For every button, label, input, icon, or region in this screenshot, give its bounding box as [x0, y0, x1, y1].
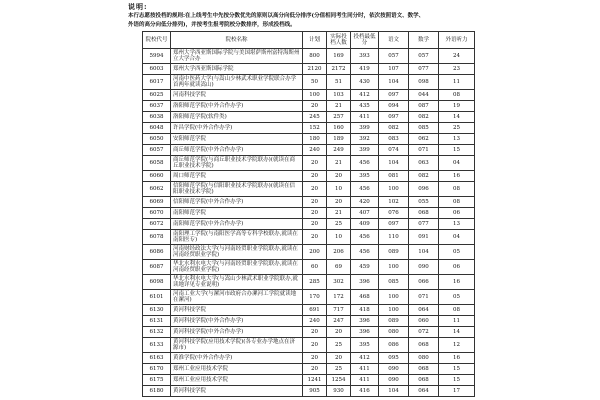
cell-code: 6180	[143, 386, 171, 397]
cell-chinese: 102	[379, 197, 409, 208]
cell-plan: 1241	[303, 375, 327, 386]
cell-math: 104	[409, 245, 439, 260]
cell-math: 098	[409, 75, 439, 90]
cell-plan: 20	[303, 353, 327, 364]
cell-chinese: 097	[379, 90, 409, 101]
cell-actual: 25	[327, 364, 351, 375]
cell-chinese: 085	[379, 275, 409, 290]
cell-code: 6017	[143, 75, 171, 90]
table-row	[143, 134, 475, 145]
table-row	[143, 112, 475, 123]
cell-english: 08	[439, 182, 475, 197]
cell-chinese: 094	[379, 101, 409, 112]
cell-code: 6037	[143, 101, 171, 112]
cell-min-score: 430	[351, 75, 379, 90]
cell-actual: 257	[327, 112, 351, 123]
cell-code: 6133	[143, 338, 171, 353]
cell-code: 6025	[143, 90, 171, 101]
cell-name: 黄河科技学院	[171, 305, 303, 316]
cell-math: 071	[409, 290, 439, 305]
cell-code: 6132	[143, 327, 171, 338]
admission-table-container	[142, 31, 474, 397]
table-row	[143, 260, 475, 275]
cell-chinese: 076	[379, 208, 409, 219]
cell-chinese: 090	[379, 364, 409, 375]
cell-plan: 20	[303, 182, 327, 197]
cell-code: 6062	[143, 182, 171, 197]
table-row	[143, 230, 475, 245]
cell-math: 062	[409, 134, 439, 145]
cell-english: 08	[439, 305, 475, 316]
cell-plan: 20	[303, 171, 327, 182]
cell-actual: 25	[327, 219, 351, 230]
cell-chinese: 095	[379, 353, 409, 364]
cell-chinese: 100	[379, 182, 409, 197]
cell-chinese: 080	[379, 327, 409, 338]
cell-min-score: 393	[351, 49, 379, 64]
cell-min-score: 399	[351, 145, 379, 156]
cell-math: 072	[409, 327, 439, 338]
header-name: 院校名称	[171, 32, 303, 49]
cell-min-score: 416	[351, 386, 379, 397]
cell-actual: 20	[327, 197, 351, 208]
cell-min-score: 456	[351, 182, 379, 197]
cell-name: 华北水利水电大学(与河南经贸职业学院联办,就读在河南经贸职业学院)	[171, 260, 303, 275]
cell-min-score: 396	[351, 327, 379, 338]
cell-chinese: 107	[379, 64, 409, 75]
cell-plan: 20	[303, 338, 327, 353]
cell-name: 洛阳师范学院(软件类)	[171, 112, 303, 123]
table-row	[143, 327, 475, 338]
cell-actual: 20	[327, 353, 351, 364]
cell-min-score: 456	[351, 230, 379, 245]
cell-min-score: 411	[351, 375, 379, 386]
cell-name: 郑州大学西亚斯国际学院与美国堪萨斯州富特海斯州立大学合办	[171, 49, 303, 64]
cell-plan: 905	[303, 386, 327, 397]
cell-math: 082	[409, 112, 439, 123]
cell-chinese: 104	[379, 75, 409, 90]
cell-chinese: 104	[379, 386, 409, 397]
cell-plan: 245	[303, 112, 327, 123]
notes-title: 说明:	[128, 2, 148, 11]
cell-min-score: 420	[351, 197, 379, 208]
cell-min-score: 409	[351, 219, 379, 230]
table-row	[143, 353, 475, 364]
cell-actual: 206	[327, 245, 351, 260]
cell-actual: 69	[327, 260, 351, 275]
cell-math: 057	[409, 49, 439, 64]
table-row	[143, 386, 475, 397]
cell-chinese: 083	[379, 134, 409, 145]
cell-english: 12	[439, 338, 475, 353]
cell-code: 6070	[143, 208, 171, 219]
cell-code: 6130	[143, 305, 171, 316]
cell-actual: 21	[327, 208, 351, 219]
cell-english: 17	[439, 386, 475, 397]
table-row	[143, 197, 475, 208]
cell-name: 黄河科技学院(应用技术学院)(各专业办学地点在济源市)	[171, 338, 303, 353]
cell-name: 黄淮学院(中外合作办学)	[171, 353, 303, 364]
cell-code: 6170	[143, 364, 171, 375]
cell-math: 068	[409, 208, 439, 219]
cell-code: 6058	[143, 156, 171, 171]
cell-code: 6060	[143, 171, 171, 182]
cell-min-score: 395	[351, 171, 379, 182]
table-row	[143, 90, 475, 101]
table-header-row	[143, 32, 475, 49]
cell-chinese: 074	[379, 145, 409, 156]
table-row	[143, 156, 475, 171]
cell-min-score: 392	[351, 134, 379, 145]
table-row	[143, 275, 475, 290]
cell-math: 064	[409, 305, 439, 316]
cell-english: 23	[439, 64, 475, 75]
cell-math: 060	[409, 316, 439, 327]
cell-actual: 1254	[327, 375, 351, 386]
cell-name: 郑州工业应用技术学院	[171, 375, 303, 386]
cell-math: 071	[409, 145, 439, 156]
cell-english: 05	[439, 245, 475, 260]
cell-name: 河南科技学院	[171, 90, 303, 101]
cell-min-score: 395	[351, 338, 379, 353]
cell-min-score: 468	[351, 290, 379, 305]
cell-english: 06	[439, 260, 475, 275]
cell-code: 6078	[143, 230, 171, 245]
notes-line-2: 外语的高分向低分排列)，并按考生报考院校分数排序，形成投档线。	[128, 22, 296, 28]
cell-min-score: 411	[351, 112, 379, 123]
cell-plan: 20	[303, 101, 327, 112]
cell-name: 商丘师范学院(与商丘职业技术学院联办)(就读在商丘职业技术学院)	[171, 156, 303, 171]
cell-chinese: 110	[379, 230, 409, 245]
cell-english: 06	[439, 208, 475, 219]
table-row	[143, 305, 475, 316]
cell-min-score: 412	[351, 353, 379, 364]
cell-plan: 800	[303, 49, 327, 64]
cell-code: 6163	[143, 353, 171, 364]
cell-min-score: 418	[351, 305, 379, 316]
notes-line-1: 本行志愿按投档的规则:在上线考生中先按分数优先的原则以高分向低分排序(分值相同考生同分时，依次按照语文、数学、	[128, 13, 425, 19]
cell-actual: 160	[327, 123, 351, 134]
header-math: 数学	[409, 32, 439, 49]
cell-chinese: 100	[379, 260, 409, 275]
cell-min-score: 411	[351, 364, 379, 375]
cell-name: 南阳师范学院	[171, 208, 303, 219]
cell-name: 华北水利水电大学(与嵩山少林武术职业学院联办,就读地详见专业说明)	[171, 275, 303, 290]
cell-actual: 10	[327, 230, 351, 245]
cell-actual: 302	[327, 275, 351, 290]
cell-name: 安阳师范学院	[171, 134, 303, 145]
cell-plan: 180	[303, 134, 327, 145]
table-row	[143, 75, 475, 90]
cell-min-score: 396	[351, 316, 379, 327]
cell-min-score: 456	[351, 156, 379, 171]
cell-name: 黄河科技学院	[171, 386, 303, 397]
cell-english: 19	[439, 101, 475, 112]
cell-english: 13	[439, 219, 475, 230]
cell-chinese: 082	[379, 123, 409, 134]
cell-math: 082	[409, 171, 439, 182]
cell-code: 6101	[143, 290, 171, 305]
cell-code: 6003	[143, 64, 171, 75]
notes-block	[128, 2, 528, 29]
cell-plan: 20	[303, 230, 327, 245]
cell-min-score: 396	[351, 275, 379, 290]
cell-plan: 691	[303, 305, 327, 316]
cell-english: 14	[439, 327, 475, 338]
header-code: 院校代号	[143, 32, 171, 49]
cell-name: 黄河科技学院(中外合作办学)	[171, 316, 303, 327]
cell-plan: 285	[303, 275, 327, 290]
cell-plan: 50	[303, 75, 327, 90]
table-row	[143, 101, 475, 112]
cell-name: 黄河科技学院(中外合作办学)	[171, 327, 303, 338]
cell-english: 04	[439, 230, 475, 245]
cell-name: 郑州大学西亚斯国际学院	[171, 64, 303, 75]
cell-english: 25	[439, 123, 475, 134]
cell-chinese: 090	[379, 375, 409, 386]
table-row	[143, 290, 475, 305]
table-row	[143, 364, 475, 375]
cell-actual: 169	[327, 49, 351, 64]
cell-actual: 247	[327, 316, 351, 327]
cell-min-score: 459	[351, 260, 379, 275]
table-row	[143, 219, 475, 230]
cell-code: 6098	[143, 275, 171, 290]
table-row	[143, 145, 475, 156]
cell-name: 河南工业大学(与漯河市政府合办漯河工学院就读地在漯河)	[171, 290, 303, 305]
table-row	[143, 316, 475, 327]
cell-name: 信阳师范学院(与信阳职业技术学院联办)(就读在信阳职业技术学院)	[171, 182, 303, 197]
cell-actual: 20	[327, 171, 351, 182]
cell-code: 6038	[143, 112, 171, 123]
table-row	[143, 375, 475, 386]
cell-chinese: 100	[379, 305, 409, 316]
cell-math: 087	[409, 101, 439, 112]
header-chinese: 语文	[379, 32, 409, 49]
cell-code: 6050	[143, 134, 171, 145]
cell-english: 14	[439, 112, 475, 123]
cell-min-score: 399	[351, 123, 379, 134]
cell-plan: 20	[303, 197, 327, 208]
cell-actual: 10	[327, 182, 351, 197]
cell-english: 08	[439, 90, 475, 101]
header-plan: 计划	[303, 32, 327, 49]
cell-plan: 152	[303, 123, 327, 134]
cell-english: 11	[439, 316, 475, 327]
cell-actual: 2172	[327, 64, 351, 75]
cell-name: 许昌学院(中外合作办学)	[171, 123, 303, 134]
cell-english: 08	[439, 197, 475, 208]
cell-name: 河南中医药大学(与嵩山少林武术职业学院联合办学首两年就读嵩山)	[171, 75, 303, 90]
cell-english: 16	[439, 353, 475, 364]
cell-name: 南阳师范学院(中外合作办学)	[171, 219, 303, 230]
cell-name: 信阳师范学院(中外合作办学)	[171, 197, 303, 208]
cell-english: 15	[439, 364, 475, 375]
table-row	[143, 182, 475, 197]
cell-actual: 21	[327, 101, 351, 112]
cell-math: 077	[409, 64, 439, 75]
cell-code: 6087	[143, 260, 171, 275]
cell-code: 6086	[143, 245, 171, 260]
cell-math: 096	[409, 182, 439, 197]
cell-code: 6072	[143, 219, 171, 230]
cell-math: 077	[409, 219, 439, 230]
cell-chinese: 089	[379, 245, 409, 260]
table-row	[143, 49, 475, 64]
cell-min-score: 456	[351, 245, 379, 260]
cell-chinese: 057	[379, 49, 409, 64]
cell-name: 河南财经政法大学(与河南经贸职业学院联办,就读在河南经贸职业学院)	[171, 245, 303, 260]
cell-plan: 2120	[303, 64, 327, 75]
cell-plan: 20	[303, 219, 327, 230]
cell-min-score: 407	[351, 208, 379, 219]
table-body	[143, 49, 475, 397]
cell-actual: 103	[327, 90, 351, 101]
cell-plan: 170	[303, 290, 327, 305]
cell-math: 085	[409, 123, 439, 134]
table-row	[143, 338, 475, 353]
cell-actual: 51	[327, 75, 351, 90]
cell-code: 6131	[143, 316, 171, 327]
cell-plan: 240	[303, 145, 327, 156]
cell-code: 5994	[143, 49, 171, 64]
cell-chinese: 086	[379, 338, 409, 353]
cell-name: 周口师范学院	[171, 171, 303, 182]
cell-math: 044	[409, 90, 439, 101]
cell-chinese: 081	[379, 171, 409, 182]
cell-math: 066	[409, 275, 439, 290]
cell-chinese: 089	[379, 316, 409, 327]
table-row	[143, 171, 475, 182]
cell-actual: 930	[327, 386, 351, 397]
cell-english: 04	[439, 156, 475, 171]
cell-code: 6048	[143, 123, 171, 134]
cell-math: 063	[409, 156, 439, 171]
cell-min-score: 412	[351, 90, 379, 101]
cell-chinese: 104	[379, 156, 409, 171]
cell-math: 068	[409, 375, 439, 386]
table-row	[143, 208, 475, 219]
header-min-score: 投档最低分	[351, 32, 379, 49]
cell-math: 064	[409, 386, 439, 397]
cell-plan: 240	[303, 316, 327, 327]
cell-plan: 20	[303, 364, 327, 375]
cell-plan: 200	[303, 245, 327, 260]
cell-code: 6175	[143, 375, 171, 386]
cell-english: 15	[439, 375, 475, 386]
cell-math: 091	[409, 230, 439, 245]
cell-plan: 60	[303, 260, 327, 275]
cell-actual: 189	[327, 134, 351, 145]
table-row	[143, 64, 475, 75]
cell-name: 商丘师范学院(中外合作办学)	[171, 145, 303, 156]
table-row	[143, 123, 475, 134]
cell-actual: 172	[327, 290, 351, 305]
cell-math: 055	[409, 197, 439, 208]
cell-english: 16	[439, 171, 475, 182]
cell-english: 16	[439, 275, 475, 290]
cell-actual: 717	[327, 305, 351, 316]
cell-chinese: 097	[379, 112, 409, 123]
cell-plan: 100	[303, 90, 327, 101]
cell-name: 南阳理工学院(与南阳医学高等专科学校联办,就读在南阳医专)	[171, 230, 303, 245]
cell-math: 080	[409, 353, 439, 364]
cell-name: 郑州工业应用技术学院	[171, 364, 303, 375]
cell-actual: 25	[327, 338, 351, 353]
cell-code: 6057	[143, 145, 171, 156]
admission-score-table	[142, 31, 475, 397]
cell-name: 洛阳师范学院(中外合作办学)	[171, 101, 303, 112]
cell-english: 11	[439, 75, 475, 90]
cell-min-score: 435	[351, 101, 379, 112]
cell-min-score: 419	[351, 64, 379, 75]
cell-english: 05	[439, 290, 475, 305]
cell-plan: 20	[303, 327, 327, 338]
cell-plan: 20	[303, 156, 327, 171]
cell-actual: 20	[327, 327, 351, 338]
header-actual: 实际投档人数	[327, 32, 351, 49]
cell-actual: 21	[327, 156, 351, 171]
cell-actual: 249	[327, 145, 351, 156]
cell-english: 15	[439, 145, 475, 156]
cell-plan: 20	[303, 208, 327, 219]
cell-math: 090	[409, 260, 439, 275]
cell-english: 13	[439, 134, 475, 145]
cell-chinese: 097	[379, 219, 409, 230]
header-english: 外语听力	[439, 32, 475, 49]
cell-code: 6069	[143, 197, 171, 208]
table-row	[143, 245, 475, 260]
cell-math: 068	[409, 338, 439, 353]
cell-english: 24	[439, 49, 475, 64]
cell-chinese: 100	[379, 290, 409, 305]
cell-math: 068	[409, 364, 439, 375]
